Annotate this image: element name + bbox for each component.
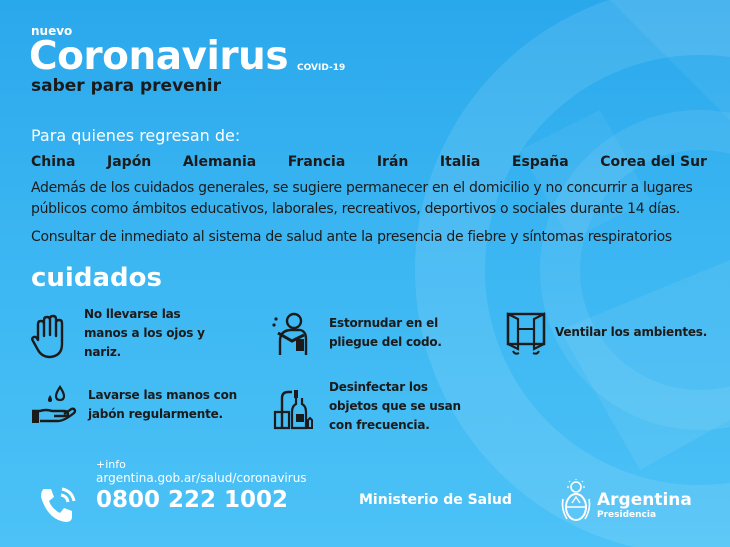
phone-icon bbox=[38, 485, 80, 525]
brand-name: Argentina bbox=[597, 490, 692, 510]
country-item: Francia bbox=[287, 154, 346, 170]
page-title: Coronavirus bbox=[29, 34, 289, 79]
recommendation-text: Además de los cuidados generales, se sugiere permanecer en el domicilio y no concurrir a lugares públicos como ámbitos educativos, laborales, recreativos, deportivos o sociales durante 14 días. bbox=[31, 180, 693, 217]
care-item-text: Estornudar en el pliegue del codo. bbox=[329, 316, 442, 349]
travel-intro: Para quienes regresan de: bbox=[31, 126, 241, 145]
page-subtitle: saber para prevenir bbox=[31, 76, 222, 96]
covid-tag: COVID-19 bbox=[297, 63, 346, 73]
info-link[interactable]: argentina.gob.ar/salud/coronavirus bbox=[96, 471, 307, 485]
care-item-text: Desinfectar los objetos que se usan con frecuencia. bbox=[329, 380, 461, 432]
country-item: Alemania bbox=[182, 154, 257, 170]
sneeze-elbow-icon bbox=[270, 311, 314, 357]
country-item: Irán bbox=[376, 154, 409, 170]
care-item-text: No llevarse las manos a los ojos y nariz. bbox=[84, 307, 205, 359]
country-item: Corea del Sur bbox=[600, 154, 707, 170]
country-list bbox=[31, 154, 707, 170]
window-icon bbox=[505, 311, 547, 357]
brand-subtitle: Presidencia bbox=[597, 510, 657, 520]
phone-number[interactable]: 0800 222 1002 bbox=[96, 487, 289, 513]
kicker-label: nuevo bbox=[31, 24, 73, 38]
ministry-name: Ministerio de Salud bbox=[359, 492, 512, 508]
coat-of-arms-icon bbox=[561, 479, 591, 525]
country-item: España bbox=[511, 154, 569, 170]
consult-text: Consultar de inmediato al sistema de salud ante la presencia de fiebre y síntomas respiratorios bbox=[31, 229, 672, 245]
care-item-text: Ventilar los ambientes. bbox=[555, 325, 708, 339]
hand-stop-icon bbox=[30, 314, 70, 360]
country-item: China bbox=[31, 154, 76, 170]
info-label: +info bbox=[96, 458, 126, 471]
country-item: Japón bbox=[107, 154, 152, 170]
care-heading: cuidados bbox=[31, 263, 162, 293]
hand-wash-icon bbox=[30, 383, 78, 425]
cleaning-supplies-icon bbox=[272, 384, 316, 430]
country-item: Italia bbox=[439, 154, 481, 170]
care-item-text: Lavarse las manos con jabón regularmente. bbox=[88, 388, 237, 421]
